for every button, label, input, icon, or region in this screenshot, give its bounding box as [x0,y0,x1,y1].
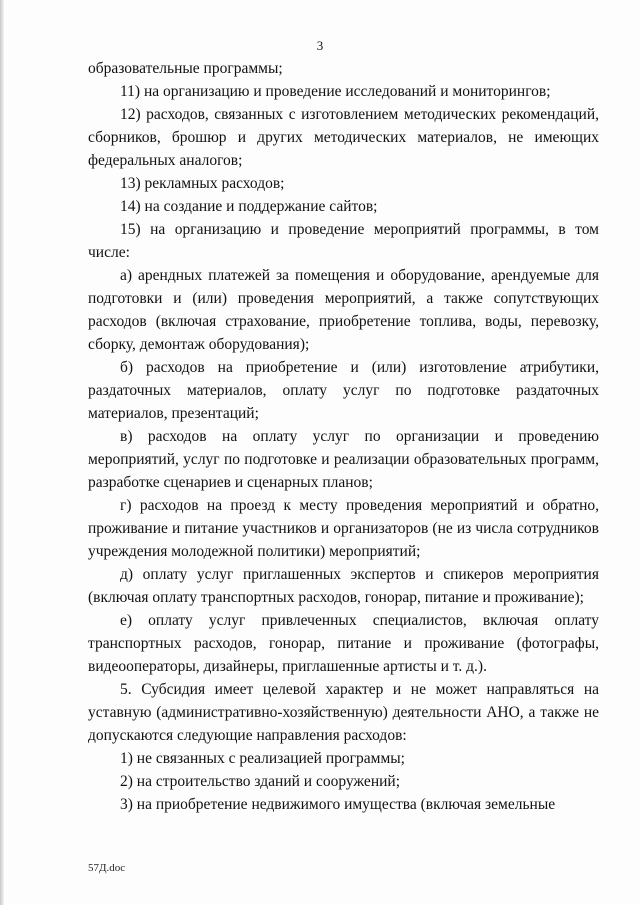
paragraph-subitem-e: е) оплату услуг привлеченных специалистов, включая оплату транспортных расходов, гонорар, питание и проживание (фотографы, видеооператоры, дизайнеры, приглашенные артисты и т. д.). [88,612,599,675]
paragraph-item-15: 15) на организацию и проведение мероприятий программы, в том числе: [88,221,599,261]
paragraph-subitem-v: в) расходов на оплату услуг по организации и проведению мероприятий, услуг по подготовке и реализации образовательных программ, разработке сценариев и сценарных планов; [88,428,599,491]
paragraph-subitem-g: г) расходов на проезд к месту проведения мероприятий и обратно, проживание и питание участников и организаторов (не из числа сотрудников учреждения молодежной политики) мероприятий; [88,497,599,560]
scan-edge [0,0,4,905]
footer-filename: 57Д.doc [88,862,126,874]
paragraph-continuation: образовательные программы; [88,60,283,77]
paragraph-subitem-b: б) расходов на приобретение и (или) изготовление атрибутики, раздаточных материалов, оплату услуг по подготовке раздаточных материалов, презентаций; [88,359,599,422]
paragraph-item-3: 3) на приобретение недвижимого имущества (включая земельные [120,796,556,813]
document-body [88,57,599,816]
paragraph-subitem-a: а) арендных платежей за помещения и оборудование, арендуемые для подготовки и (или) проведения мероприятий, а также сопутствующих расходов (включая страхование, приобретение топлива, воды, перевозку, сборку, демонтаж оборудования); [88,267,599,353]
paragraph-item-14: 14) на создание и поддержание сайтов; [120,198,378,215]
paragraph-item-13: 13) рекламных расходов; [120,175,285,192]
paragraph-section-5: 5. Субсидия имеет целевой характер и не может направляться на уставную (административно-хозяйственную) деятельности АНО, а также не допускаются следующие направления расходов: [88,681,599,744]
page-number: 3 [316,38,324,53]
paragraph-item-1: 1) не связанных с реализацией программы; [120,750,405,767]
paragraph-subitem-d: д) оплату услуг приглашенных экспертов и спикеров мероприятия (включая оплату транспортных расходов, гонорар, питание и проживание); [88,566,599,606]
paragraph-item-11: 11) на организацию и проведение исследований и мониторингов; [120,83,551,100]
paragraph-item-2: 2) на строительство зданий и сооружений; [120,773,401,790]
paragraph-item-12: 12) расходов, связанных с изготовлением методических рекомендаций, сборников, брошюр и других методических материалов, не имеющих федеральных аналогов; [88,106,599,169]
